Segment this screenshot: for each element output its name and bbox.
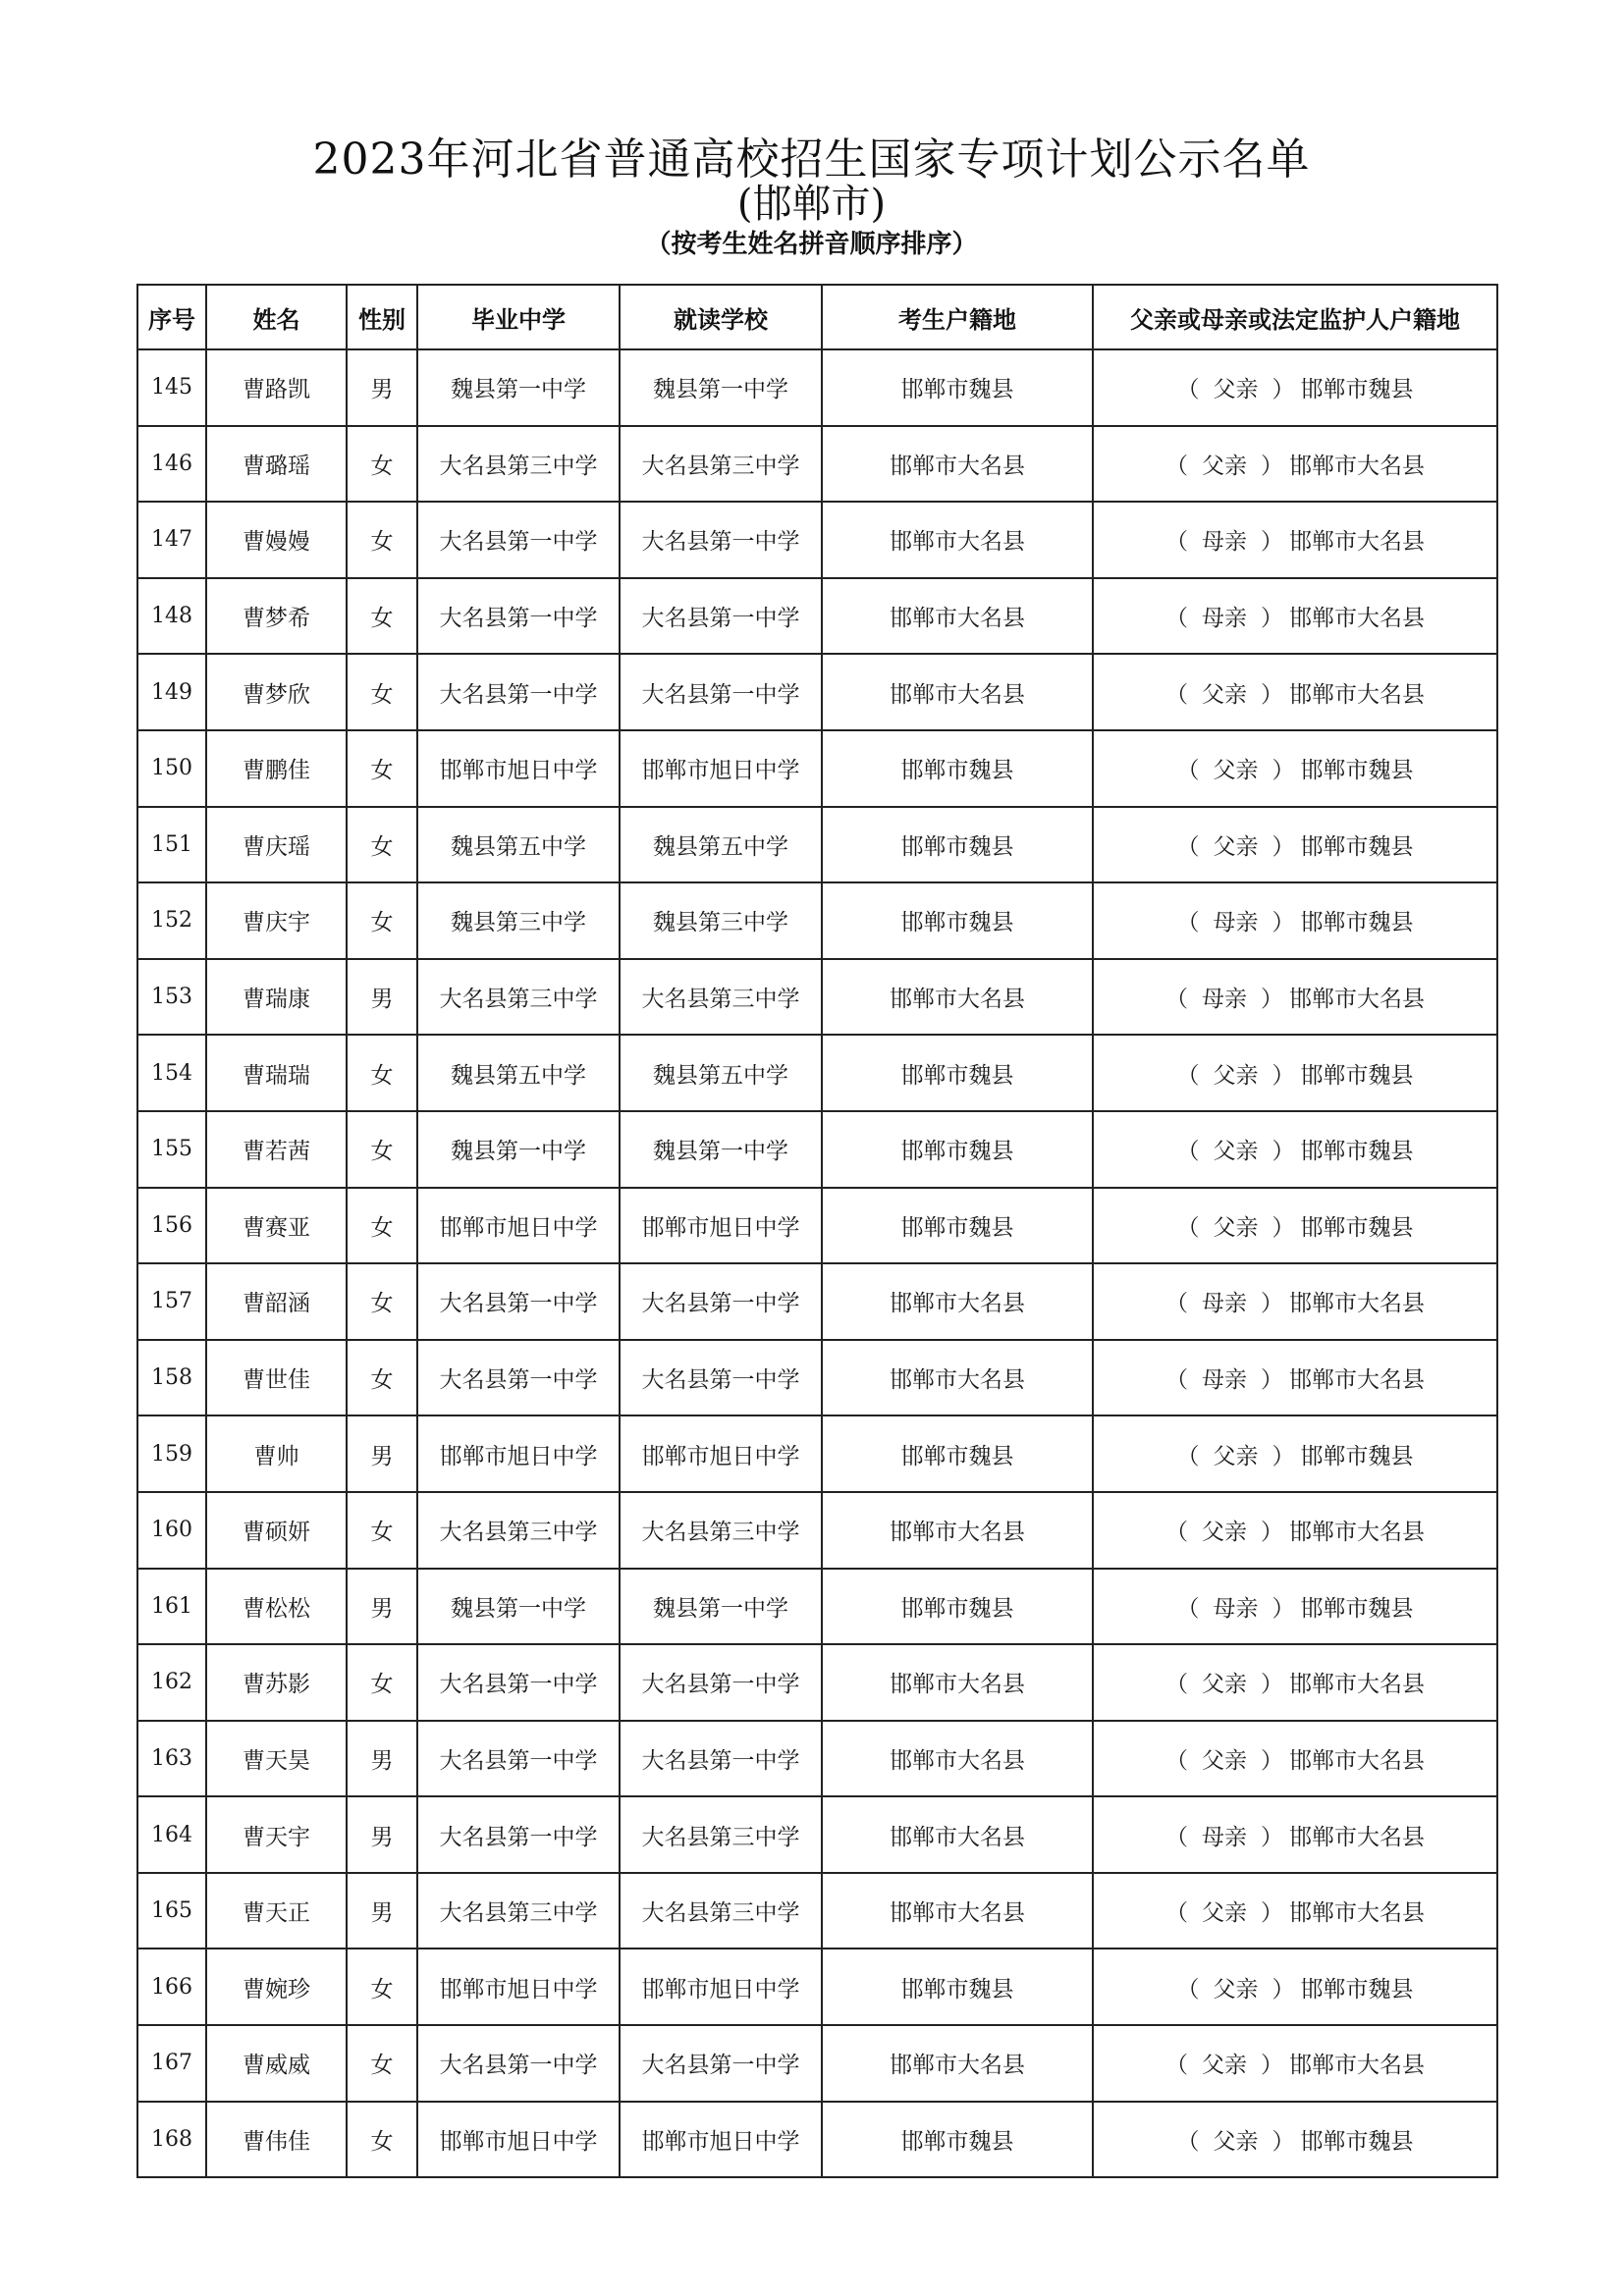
parent-relation: 父亲 — [1202, 1520, 1247, 1546]
parent-relation: 父亲 — [1213, 1062, 1259, 1089]
parent-relation: 父亲 — [1213, 1443, 1259, 1469]
cell-serial-number: 148 — [137, 578, 206, 655]
table-row — [137, 807, 1497, 883]
parent-residence-place: 邯郸市魏县 — [1300, 377, 1414, 403]
cell-student-residence: 邯郸市魏县 — [822, 1188, 1093, 1264]
cell-graduation-school: 大名县第一中学 — [417, 578, 620, 655]
parent-residence-place: 邯郸市魏县 — [1300, 1443, 1414, 1469]
table-row — [137, 426, 1497, 503]
cell-current-school: 邯郸市旭日中学 — [620, 2102, 822, 2178]
parent-residence-place: 邯郸市大名县 — [1289, 606, 1425, 632]
cell-serial-number: 164 — [137, 1796, 206, 1873]
table-row — [137, 502, 1497, 578]
parent-relation: 母亲 — [1202, 1824, 1247, 1850]
cell-current-school: 魏县第一中学 — [620, 1111, 822, 1188]
cell-graduation-school: 大名县第三中学 — [417, 1492, 620, 1569]
cell-gender: 女 — [347, 807, 417, 883]
table-body — [137, 349, 1497, 2177]
cell-name: 曹苏影 — [206, 1644, 347, 1721]
parent-relation: 父亲 — [1202, 1672, 1247, 1698]
parent-residence-place: 邯郸市大名县 — [1289, 453, 1425, 479]
cell-graduation-school: 大名县第三中学 — [417, 959, 620, 1036]
cell-serial-number: 155 — [137, 1111, 206, 1188]
cell-student-residence: 邯郸市魏县 — [822, 730, 1093, 807]
parent-residence-place: 邯郸市魏县 — [1300, 758, 1414, 784]
cell-parent-residence: （ 父亲 ） 邯郸市魏县 — [1093, 1415, 1497, 1492]
cell-graduation-school: 大名县第一中学 — [417, 1796, 620, 1873]
cell-current-school: 邯郸市旭日中学 — [620, 730, 822, 807]
cell-name: 曹伟佳 — [206, 2102, 347, 2178]
parent-relation: 父亲 — [1213, 1976, 1259, 2002]
header-current-school: 就读学校 — [620, 285, 822, 349]
cell-student-residence: 邯郸市魏县 — [822, 1415, 1093, 1492]
cell-parent-residence: （ 父亲 ） 邯郸市魏县 — [1093, 349, 1497, 426]
cell-current-school: 大名县第三中学 — [620, 1492, 822, 1569]
cell-graduation-school: 魏县第一中学 — [417, 1569, 620, 1645]
cell-current-school: 邯郸市旭日中学 — [620, 1949, 822, 2025]
cell-current-school: 大名县第一中学 — [620, 1340, 822, 1416]
parent-relation: 父亲 — [1202, 1747, 1247, 1774]
cell-serial-number: 163 — [137, 1721, 206, 1797]
table-row — [137, 1415, 1497, 1492]
cell-graduation-school: 邯郸市旭日中学 — [417, 2102, 620, 2178]
parent-residence-place: 邯郸市魏县 — [1300, 1139, 1414, 1165]
cell-name: 曹松松 — [206, 1569, 347, 1645]
sort-order-note: （按考生姓名拼音顺序排序） — [645, 230, 978, 259]
cell-current-school: 魏县第一中学 — [620, 349, 822, 426]
document-subtitle: (邯郸市) — [736, 182, 887, 227]
cell-serial-number: 159 — [137, 1415, 206, 1492]
parent-relation: 母亲 — [1202, 529, 1247, 556]
cell-name: 曹瑞康 — [206, 959, 347, 1036]
cell-gender: 女 — [347, 1492, 417, 1569]
parent-relation: 父亲 — [1213, 377, 1259, 403]
parent-residence-place: 邯郸市魏县 — [1300, 1976, 1414, 2002]
cell-student-residence: 邯郸市魏县 — [822, 1111, 1093, 1188]
parent-relation: 母亲 — [1213, 910, 1259, 936]
cell-student-residence: 邯郸市大名县 — [822, 1721, 1093, 1797]
cell-gender: 男 — [347, 349, 417, 426]
cell-student-residence: 邯郸市大名县 — [822, 1492, 1093, 1569]
cell-parent-residence: （ 母亲 ） 邯郸市大名县 — [1093, 1796, 1497, 1873]
cell-student-residence: 邯郸市魏县 — [822, 2102, 1093, 2178]
cell-current-school: 大名县第三中学 — [620, 1873, 822, 1949]
table-row — [137, 1111, 1497, 1188]
cell-gender: 女 — [347, 578, 417, 655]
parent-residence-place: 邯郸市大名县 — [1289, 1900, 1425, 1927]
cell-serial-number: 146 — [137, 426, 206, 503]
cell-graduation-school: 魏县第五中学 — [417, 807, 620, 883]
cell-current-school: 大名县第三中学 — [620, 426, 822, 503]
cell-parent-residence: （ 父亲 ） 邯郸市魏县 — [1093, 2102, 1497, 2178]
cell-graduation-school: 邯郸市旭日中学 — [417, 1949, 620, 2025]
table-row — [137, 1949, 1497, 2025]
parent-residence-place: 邯郸市大名县 — [1289, 1824, 1425, 1850]
cell-serial-number: 161 — [137, 1569, 206, 1645]
cell-student-residence: 邯郸市大名县 — [822, 1796, 1093, 1873]
cell-student-residence: 邯郸市大名县 — [822, 578, 1093, 655]
cell-current-school: 邯郸市旭日中学 — [620, 1415, 822, 1492]
cell-graduation-school: 大名县第一中学 — [417, 2025, 620, 2102]
cell-parent-residence: （ 父亲 ） 邯郸市大名县 — [1093, 426, 1497, 503]
header-graduation-school: 毕业中学 — [417, 285, 620, 349]
table-row — [137, 1873, 1497, 1949]
cell-serial-number: 150 — [137, 730, 206, 807]
cell-serial-number: 156 — [137, 1188, 206, 1264]
cell-current-school: 大名县第一中学 — [620, 1644, 822, 1721]
cell-student-residence: 邯郸市魏县 — [822, 882, 1093, 959]
cell-name: 曹世佳 — [206, 1340, 347, 1416]
cell-graduation-school: 大名县第一中学 — [417, 502, 620, 578]
cell-gender: 女 — [347, 1111, 417, 1188]
table-row — [137, 1188, 1497, 1264]
cell-parent-residence: （ 父亲 ） 邯郸市大名县 — [1093, 1492, 1497, 1569]
cell-parent-residence: （ 父亲 ） 邯郸市大名县 — [1093, 1873, 1497, 1949]
cell-student-residence: 邯郸市大名县 — [822, 1873, 1093, 1949]
cell-graduation-school: 大名县第一中学 — [417, 1263, 620, 1340]
cell-name: 曹梦希 — [206, 578, 347, 655]
table-row — [137, 349, 1497, 426]
parent-relation: 母亲 — [1213, 1595, 1259, 1622]
cell-parent-residence: （ 父亲 ） 邯郸市大名县 — [1093, 1644, 1497, 1721]
header-serial-number: 序号 — [137, 285, 206, 349]
cell-parent-residence: （ 母亲 ） 邯郸市大名县 — [1093, 578, 1497, 655]
cell-current-school: 大名县第一中学 — [620, 654, 822, 730]
cell-serial-number: 160 — [137, 1492, 206, 1569]
cell-serial-number: 168 — [137, 2102, 206, 2178]
cell-graduation-school: 魏县第一中学 — [417, 1111, 620, 1188]
parent-residence-place: 邯郸市魏县 — [1300, 1595, 1414, 1622]
cell-name: 曹若茜 — [206, 1111, 347, 1188]
parent-residence-place: 邯郸市魏县 — [1300, 910, 1414, 936]
table-row — [137, 2102, 1497, 2178]
cell-parent-residence: （ 母亲 ） 邯郸市大名县 — [1093, 959, 1497, 1036]
cell-student-residence: 邯郸市魏县 — [822, 1569, 1093, 1645]
cell-parent-residence: （ 母亲 ） 邯郸市魏县 — [1093, 882, 1497, 959]
cell-name: 曹威威 — [206, 2025, 347, 2102]
cell-graduation-school: 邯郸市旭日中学 — [417, 730, 620, 807]
cell-student-residence: 邯郸市大名县 — [822, 1340, 1093, 1416]
cell-graduation-school: 魏县第三中学 — [417, 882, 620, 959]
table-header-row — [137, 285, 1497, 349]
parent-residence-place: 邯郸市魏县 — [1300, 1062, 1414, 1089]
parent-relation: 母亲 — [1202, 987, 1247, 1013]
cell-name: 曹嫚嫚 — [206, 502, 347, 578]
student-roster-table — [136, 284, 1498, 2178]
parent-relation: 父亲 — [1202, 681, 1247, 708]
cell-name: 曹路凯 — [206, 349, 347, 426]
cell-serial-number: 158 — [137, 1340, 206, 1416]
cell-name: 曹婉珍 — [206, 1949, 347, 2025]
cell-graduation-school: 邯郸市旭日中学 — [417, 1415, 620, 1492]
table-row — [137, 578, 1497, 655]
cell-name: 曹庆瑶 — [206, 807, 347, 883]
cell-graduation-school: 大名县第一中学 — [417, 1721, 620, 1797]
parent-relation: 父亲 — [1213, 833, 1259, 860]
cell-gender: 女 — [347, 1035, 417, 1111]
cell-serial-number: 154 — [137, 1035, 206, 1111]
cell-graduation-school: 大名县第三中学 — [417, 426, 620, 503]
cell-gender: 女 — [347, 2025, 417, 2102]
cell-gender: 女 — [347, 654, 417, 730]
cell-current-school: 大名县第一中学 — [620, 502, 822, 578]
cell-parent-residence: （ 父亲 ） 邯郸市魏县 — [1093, 1035, 1497, 1111]
cell-gender: 女 — [347, 1263, 417, 1340]
cell-parent-residence: （ 父亲 ） 邯郸市魏县 — [1093, 1111, 1497, 1188]
cell-student-residence: 邯郸市大名县 — [822, 502, 1093, 578]
cell-serial-number: 165 — [137, 1873, 206, 1949]
cell-name: 曹瑞瑞 — [206, 1035, 347, 1111]
table-row — [137, 2025, 1497, 2102]
cell-parent-residence: （ 母亲 ） 邯郸市魏县 — [1093, 1569, 1497, 1645]
parent-relation: 父亲 — [1213, 758, 1259, 784]
parent-residence-place: 邯郸市魏县 — [1300, 2128, 1414, 2155]
parent-relation: 母亲 — [1202, 606, 1247, 632]
table-row — [137, 1569, 1497, 1645]
cell-gender: 女 — [347, 2102, 417, 2178]
cell-current-school: 大名县第一中学 — [620, 2025, 822, 2102]
cell-current-school: 大名县第三中学 — [620, 1796, 822, 1873]
parent-relation: 父亲 — [1213, 1214, 1259, 1241]
cell-gender: 男 — [347, 1569, 417, 1645]
cell-gender: 女 — [347, 730, 417, 807]
cell-gender: 女 — [347, 1188, 417, 1264]
cell-name: 曹璐瑶 — [206, 426, 347, 503]
header-name: 姓名 — [206, 285, 347, 349]
cell-graduation-school: 邯郸市旭日中学 — [417, 1188, 620, 1264]
cell-gender: 男 — [347, 959, 417, 1036]
cell-serial-number: 149 — [137, 654, 206, 730]
parent-residence-place: 邯郸市大名县 — [1289, 1291, 1425, 1317]
cell-current-school: 大名县第一中学 — [620, 1263, 822, 1340]
table-row — [137, 654, 1497, 730]
table-row — [137, 1492, 1497, 1569]
parent-residence-place: 邯郸市大名县 — [1289, 987, 1425, 1013]
document-title: 2023年河北省普通高校招生国家专项计划公示名单 — [312, 134, 1311, 185]
cell-serial-number: 157 — [137, 1263, 206, 1340]
cell-serial-number: 151 — [137, 807, 206, 883]
cell-current-school: 魏县第五中学 — [620, 1035, 822, 1111]
cell-name: 曹梦欣 — [206, 654, 347, 730]
cell-name: 曹硕妍 — [206, 1492, 347, 1569]
cell-serial-number: 147 — [137, 502, 206, 578]
cell-parent-residence: （ 父亲 ） 邯郸市魏县 — [1093, 730, 1497, 807]
cell-name: 曹庆宇 — [206, 882, 347, 959]
parent-residence-place: 邯郸市大名县 — [1289, 1520, 1425, 1546]
parent-relation: 父亲 — [1213, 1139, 1259, 1165]
cell-student-residence: 邯郸市魏县 — [822, 1035, 1093, 1111]
parent-residence-place: 邯郸市大名县 — [1289, 529, 1425, 556]
cell-parent-residence: （ 父亲 ） 邯郸市大名县 — [1093, 1721, 1497, 1797]
table-row — [137, 730, 1497, 807]
cell-gender: 女 — [347, 502, 417, 578]
parent-residence-place: 邯郸市魏县 — [1300, 1214, 1414, 1241]
parent-residence-place: 邯郸市大名县 — [1289, 2053, 1425, 2079]
cell-gender: 男 — [347, 1721, 417, 1797]
parent-relation: 父亲 — [1202, 2053, 1247, 2079]
cell-name: 曹天昊 — [206, 1721, 347, 1797]
cell-parent-residence: （ 父亲 ） 邯郸市魏县 — [1093, 1188, 1497, 1264]
cell-current-school: 大名县第一中学 — [620, 1721, 822, 1797]
cell-parent-residence: （ 父亲 ） 邯郸市魏县 — [1093, 1949, 1497, 2025]
parent-relation: 母亲 — [1202, 1367, 1247, 1394]
cell-student-residence: 邯郸市魏县 — [822, 349, 1093, 426]
cell-parent-residence: （ 父亲 ） 邯郸市大名县 — [1093, 2025, 1497, 2102]
cell-current-school: 魏县第五中学 — [620, 807, 822, 883]
cell-gender: 女 — [347, 426, 417, 503]
cell-name: 曹天正 — [206, 1873, 347, 1949]
table-row — [137, 1263, 1497, 1340]
cell-graduation-school: 魏县第五中学 — [417, 1035, 620, 1111]
table-row — [137, 1340, 1497, 1416]
cell-serial-number: 153 — [137, 959, 206, 1036]
cell-graduation-school: 大名县第一中学 — [417, 1644, 620, 1721]
cell-graduation-school: 魏县第一中学 — [417, 349, 620, 426]
cell-graduation-school: 大名县第一中学 — [417, 1340, 620, 1416]
cell-student-residence: 邯郸市大名县 — [822, 654, 1093, 730]
table-row — [137, 1796, 1497, 1873]
cell-parent-residence: （ 母亲 ） 邯郸市大名县 — [1093, 502, 1497, 578]
parent-relation: 母亲 — [1202, 1291, 1247, 1317]
cell-current-school: 魏县第三中学 — [620, 882, 822, 959]
cell-graduation-school: 大名县第三中学 — [417, 1873, 620, 1949]
parent-residence-place: 邯郸市大名县 — [1289, 681, 1425, 708]
cell-student-residence: 邯郸市魏县 — [822, 807, 1093, 883]
cell-student-residence: 邯郸市大名县 — [822, 1644, 1093, 1721]
cell-serial-number: 166 — [137, 1949, 206, 2025]
cell-current-school: 魏县第一中学 — [620, 1569, 822, 1645]
cell-serial-number: 162 — [137, 1644, 206, 1721]
cell-gender: 男 — [347, 1415, 417, 1492]
parent-residence-place: 邯郸市大名县 — [1289, 1672, 1425, 1698]
parent-relation: 父亲 — [1213, 2128, 1259, 2155]
table-row — [137, 1035, 1497, 1111]
cell-gender: 男 — [347, 1796, 417, 1873]
cell-parent-residence: （ 父亲 ） 邯郸市魏县 — [1093, 807, 1497, 883]
cell-parent-residence: （ 母亲 ） 邯郸市大名县 — [1093, 1340, 1497, 1416]
header-parent-residence: 父亲或母亲或法定监护人户籍地 — [1093, 285, 1497, 349]
cell-name: 曹天宇 — [206, 1796, 347, 1873]
cell-graduation-school: 大名县第一中学 — [417, 654, 620, 730]
cell-name: 曹赛亚 — [206, 1188, 347, 1264]
cell-gender: 女 — [347, 1644, 417, 1721]
cell-student-residence: 邯郸市魏县 — [822, 1949, 1093, 2025]
cell-name: 曹韶涵 — [206, 1263, 347, 1340]
cell-gender: 女 — [347, 1949, 417, 2025]
cell-serial-number: 152 — [137, 882, 206, 959]
parent-relation: 父亲 — [1202, 453, 1247, 479]
cell-gender: 男 — [347, 1873, 417, 1949]
cell-current-school: 大名县第一中学 — [620, 578, 822, 655]
cell-name: 曹帅 — [206, 1415, 347, 1492]
cell-student-residence: 邯郸市大名县 — [822, 959, 1093, 1036]
header-gender: 性别 — [347, 285, 417, 349]
cell-current-school: 大名县第三中学 — [620, 959, 822, 1036]
parent-residence-place: 邯郸市魏县 — [1300, 833, 1414, 860]
table-row — [137, 1644, 1497, 1721]
cell-parent-residence: （ 父亲 ） 邯郸市大名县 — [1093, 654, 1497, 730]
cell-gender: 女 — [347, 882, 417, 959]
cell-gender: 女 — [347, 1340, 417, 1416]
parent-residence-place: 邯郸市大名县 — [1289, 1747, 1425, 1774]
cell-name: 曹鹏佳 — [206, 730, 347, 807]
parent-relation: 父亲 — [1202, 1900, 1247, 1927]
table-row — [137, 1721, 1497, 1797]
cell-serial-number: 145 — [137, 349, 206, 426]
table-row — [137, 882, 1497, 959]
cell-student-residence: 邯郸市大名县 — [822, 2025, 1093, 2102]
cell-current-school: 邯郸市旭日中学 — [620, 1188, 822, 1264]
header-student-residence: 考生户籍地 — [822, 285, 1093, 349]
parent-residence-place: 邯郸市大名县 — [1289, 1367, 1425, 1394]
cell-serial-number: 167 — [137, 2025, 206, 2102]
table-row — [137, 959, 1497, 1036]
cell-parent-residence: （ 母亲 ） 邯郸市大名县 — [1093, 1263, 1497, 1340]
cell-student-residence: 邯郸市大名县 — [822, 1263, 1093, 1340]
cell-student-residence: 邯郸市大名县 — [822, 426, 1093, 503]
